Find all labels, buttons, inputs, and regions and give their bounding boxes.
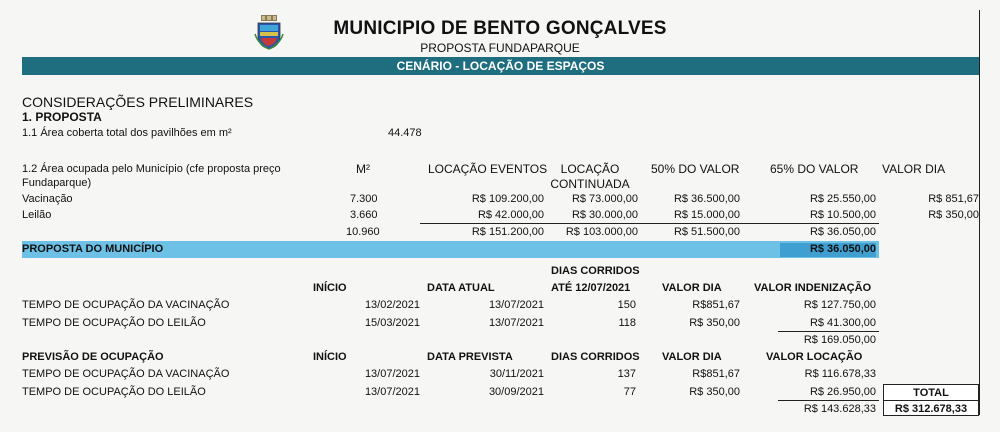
cell-valor: R$ 26.950,00 (809, 386, 876, 398)
cell-eventos: R$ 42.000,00 (477, 209, 544, 221)
col-header-inicio: INÍCIO (313, 282, 347, 294)
ocupacao-row-label: TEMPO DE OCUPAÇÃO DO LEILÃO (22, 317, 206, 329)
cell-dias: 137 (617, 368, 636, 380)
cell-valor: R$ 127.750,00 (803, 299, 876, 311)
cell-valor: R$ 116.678,33 (804, 368, 876, 380)
page-subtitle: PROPOSTA FUNDAPARQUE (420, 41, 580, 55)
previsao-heading: PREVISÃO DE OCUPAÇÃO (22, 351, 164, 363)
item-1-2-label-cont: Fundaparque) (22, 177, 92, 189)
cell-valor: R$ 41.300,00 (809, 317, 876, 329)
grand-total-value: R$ 312.678,33 (894, 403, 968, 415)
ocupacao-total-line (778, 331, 879, 332)
total-continuada: R$ 103.000,00 (565, 226, 638, 238)
cell-valor-dia: R$851,67 (692, 368, 740, 380)
cell-continuada: R$ 73.000,00 (571, 193, 638, 205)
cell-data: 13/07/2021 (488, 317, 544, 329)
cell-data: 30/09/2021 (488, 386, 544, 398)
row-label-leilao: Leilão (22, 209, 52, 221)
row-label-vacinacao: Vacinação (22, 193, 73, 205)
col-header-locacao-continuada-2: CONTINUADA (550, 177, 630, 191)
cell-inicio: 13/02/2021 (364, 299, 420, 311)
grand-total-divider (883, 400, 979, 401)
cell-valor-dia: R$ 350,00 (689, 317, 740, 329)
previsao-row-label: TEMPO DE OCUPAÇÃO DA VACINAÇÃO (22, 368, 230, 380)
col-header-valor-locacao: VALOR LOCAÇÃO (766, 351, 863, 363)
section-heading: 1. PROPOSTA (22, 110, 102, 124)
proposta-label: PROPOSTA DO MUNICÍPIO (22, 243, 164, 255)
cell-m2: 3.660 (350, 209, 378, 221)
cell-inicio: 13/07/2021 (364, 368, 420, 380)
proposta-value: R$ 36.050,00 (809, 243, 876, 255)
cell-dia: R$ 851,67 (928, 193, 979, 205)
totals-line (420, 223, 879, 224)
col-header-dias-corridos: DIAS CORRIDOS (551, 265, 640, 277)
cell-inicio: 13/07/2021 (364, 386, 420, 398)
page-title: MUNICIPIO DE BENTO GONÇALVES (333, 18, 667, 39)
previsao-total: R$ 143.628,33 (803, 403, 876, 415)
cell-valor-dia: R$ 350,00 (689, 386, 740, 398)
col-header-data-atual: DATA ATUAL (427, 282, 495, 294)
right-border (979, 10, 980, 415)
cell-data: 30/11/2021 (489, 368, 544, 380)
col-header-m2: M² (356, 162, 370, 176)
cell-m2: 7.300 (350, 193, 378, 205)
item-1-1-label: 1.1 Área coberta total dos pavilhões em m² (22, 127, 232, 139)
col-header-locacao-continuada: LOCAÇÃO (560, 162, 620, 176)
ocupacao-row-label: TEMPO DE OCUPAÇÃO DA VACINAÇÃO (22, 299, 230, 311)
item-1-2-label: 1.2 Área ocupada pelo Município (cfe proposta preço (22, 163, 281, 175)
col-header-inicio: INÍCIO (313, 351, 347, 363)
cell-valor-dia: R$851,67 (692, 299, 740, 311)
col-header-dias-corridos: DIAS CORRIDOS (551, 351, 640, 363)
cell-continuada: R$ 30.000,00 (571, 209, 638, 221)
ocupacao-total: R$ 169.050,00 (803, 334, 876, 346)
grand-total-label: TOTAL (913, 387, 949, 399)
total-65: R$ 36.050,00 (809, 226, 876, 238)
col-header-valor-dia: VALOR DIA (662, 351, 722, 363)
scenario-banner: CENÁRIO - LOCAÇÃO DE ESPAÇOS (22, 57, 979, 75)
cell-inicio: 15/03/2021 (364, 317, 420, 329)
col-header-valor-dia: VALOR DIA (662, 282, 722, 294)
cell-eventos: R$ 109.200,00 (471, 193, 544, 205)
cell-dias: 77 (623, 386, 636, 398)
cell-dias: 150 (617, 299, 636, 311)
col-header-locacao-eventos: LOCAÇÃO EVENTOS (428, 162, 548, 176)
col-header-65-valor: 65% DO VALOR (770, 162, 859, 176)
cell-dia: R$ 350,00 (928, 209, 979, 221)
total-50: R$ 51.500,00 (673, 226, 740, 238)
col-header-valor-indenizacao: VALOR INDENIZAÇÃO (754, 282, 872, 294)
col-header-data-prevista: DATA PREVISTA (427, 351, 513, 363)
cell-data: 13/07/2021 (488, 299, 544, 311)
cell-50: R$ 15.000,00 (673, 209, 740, 221)
cell-65: R$ 25.550,00 (809, 193, 876, 205)
total-m2: 10.960 (346, 226, 380, 238)
col-header-valor-dia: VALOR DIA (882, 162, 946, 176)
item-1-1-value: 44.478 (388, 127, 422, 139)
col-header-ate: ATÉ 12/07/2021 (551, 282, 631, 294)
previsao-row-label: TEMPO DE OCUPAÇÃO DO LEILÃO (22, 386, 206, 398)
considerations-heading: CONSIDERAÇÕES PRELIMINARES (22, 94, 254, 110)
cell-dias: 118 (618, 317, 636, 329)
cell-50: R$ 36.500,00 (673, 193, 740, 205)
previsao-total-line (778, 400, 879, 401)
total-eventos: R$ 151.200,00 (471, 226, 544, 238)
col-header-50-valor: 50% DO VALOR (651, 162, 740, 176)
cell-65: R$ 10.500,00 (809, 209, 876, 221)
